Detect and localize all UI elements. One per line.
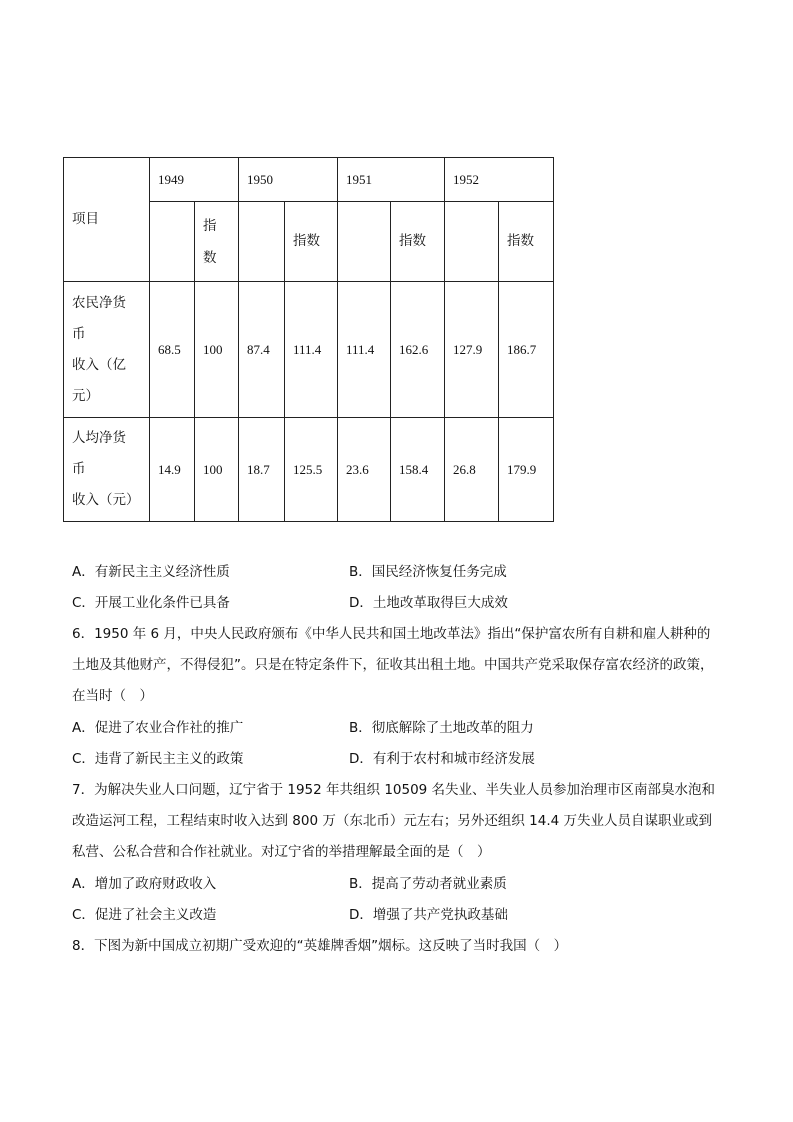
value-header-1952 xyxy=(445,202,499,282)
table-cell: 111.4 xyxy=(285,282,338,418)
q7-option-b[interactable]: B．提高了劳动者就业素质 xyxy=(349,876,507,892)
table-row xyxy=(64,282,554,418)
q7-option-a[interactable]: A．增加了政府财政收入 xyxy=(72,876,217,892)
value-header-1950 xyxy=(239,202,285,282)
q6-line-2: 土地及其他财产，不得侵犯”。只是在特定条件下，征收其出租土地。中国共产党采取保存富农经济的政策， xyxy=(72,657,714,673)
year-1950: 1950 xyxy=(239,158,338,202)
q5-option-b[interactable]: B．国民经济恢复任务完成 xyxy=(349,564,507,580)
index-header-1951: 指数 xyxy=(391,202,445,282)
table-row xyxy=(64,418,554,522)
table-cell: 68.5 xyxy=(150,282,195,418)
q7-option-d[interactable]: D．增强了共产党执政基础 xyxy=(349,907,508,923)
index-header-1950: 指数 xyxy=(285,202,338,282)
year-1952: 1952 xyxy=(445,158,554,202)
q8-line-1: 8．下图为新中国成立初期广受欢迎的“英雄牌香烟”烟标。这反映了当时我国（ ） xyxy=(72,938,568,954)
q5-option-c[interactable]: C．开展工业化条件已具备 xyxy=(72,595,230,611)
row-label: 人均净货 币 收入（元） xyxy=(64,418,150,522)
table-cell: 23.6 xyxy=(338,418,391,522)
value-header-1951 xyxy=(338,202,391,282)
q7-line-3: 私营、公私合营和合作社就业。对辽宁省的举措理解最全面的是（ ） xyxy=(72,844,491,860)
table-cell: 14.9 xyxy=(150,418,195,522)
table-cell: 111.4 xyxy=(338,282,391,418)
q6-line-3: 在当时（ ） xyxy=(72,688,153,704)
value-header-1949 xyxy=(150,202,195,282)
table-cell: 87.4 xyxy=(239,282,285,418)
index-header-1952: 指数 xyxy=(499,202,554,282)
year-1951: 1951 xyxy=(338,158,445,202)
table-cell: 125.5 xyxy=(285,418,338,522)
header-item-cell: 项目 xyxy=(64,158,150,282)
table-cell: 127.9 xyxy=(445,282,499,418)
q6-option-d[interactable]: D．有利于农村和城市经济发展 xyxy=(349,751,535,767)
q7-option-c[interactable]: C．促进了社会主义改造 xyxy=(72,907,217,923)
table-cell: 158.4 xyxy=(391,418,445,522)
q7-line-1: 7．为解决失业人口问题，辽宁省于 1952 年共组织 10509 名失业、半失业人员参加治理市区南部臭水泡和 xyxy=(72,782,716,798)
q6-option-b[interactable]: B．彻底解除了土地改革的阻力 xyxy=(349,720,534,736)
row-label: 农民净货 币 收入（亿 元） xyxy=(64,282,150,418)
q5-option-d[interactable]: D．土地改革取得巨大成效 xyxy=(349,595,508,611)
year-1949: 1949 xyxy=(150,158,239,202)
q5-option-a[interactable]: A．有新民主主义经济性质 xyxy=(72,564,230,580)
q6-option-a[interactable]: A．促进了农业合作社的推广 xyxy=(72,720,244,736)
index-header-1949: 指 数 xyxy=(195,202,239,282)
table-cell: 179.9 xyxy=(499,418,554,522)
q6-line-1: 6．1950 年 6 月，中央人民政府颁布《中华人民共和国土地改革法》指出“保护富农所有自耕和雇人耕种的 xyxy=(72,626,711,642)
q6-option-c[interactable]: C．违背了新民主主义的政策 xyxy=(72,751,244,767)
table-cell: 18.7 xyxy=(239,418,285,522)
table-cell: 100 xyxy=(195,282,239,418)
income-table xyxy=(63,157,554,522)
q7-line-2: 改造运河工程，工程结束时收入达到 800 万（东北币）元左右；另外还组织 14.4 万失业人员自谋职业或到 xyxy=(72,813,712,829)
table-cell: 100 xyxy=(195,418,239,522)
table-cell: 26.8 xyxy=(445,418,499,522)
table-cell: 186.7 xyxy=(499,282,554,418)
table-cell: 162.6 xyxy=(391,282,445,418)
